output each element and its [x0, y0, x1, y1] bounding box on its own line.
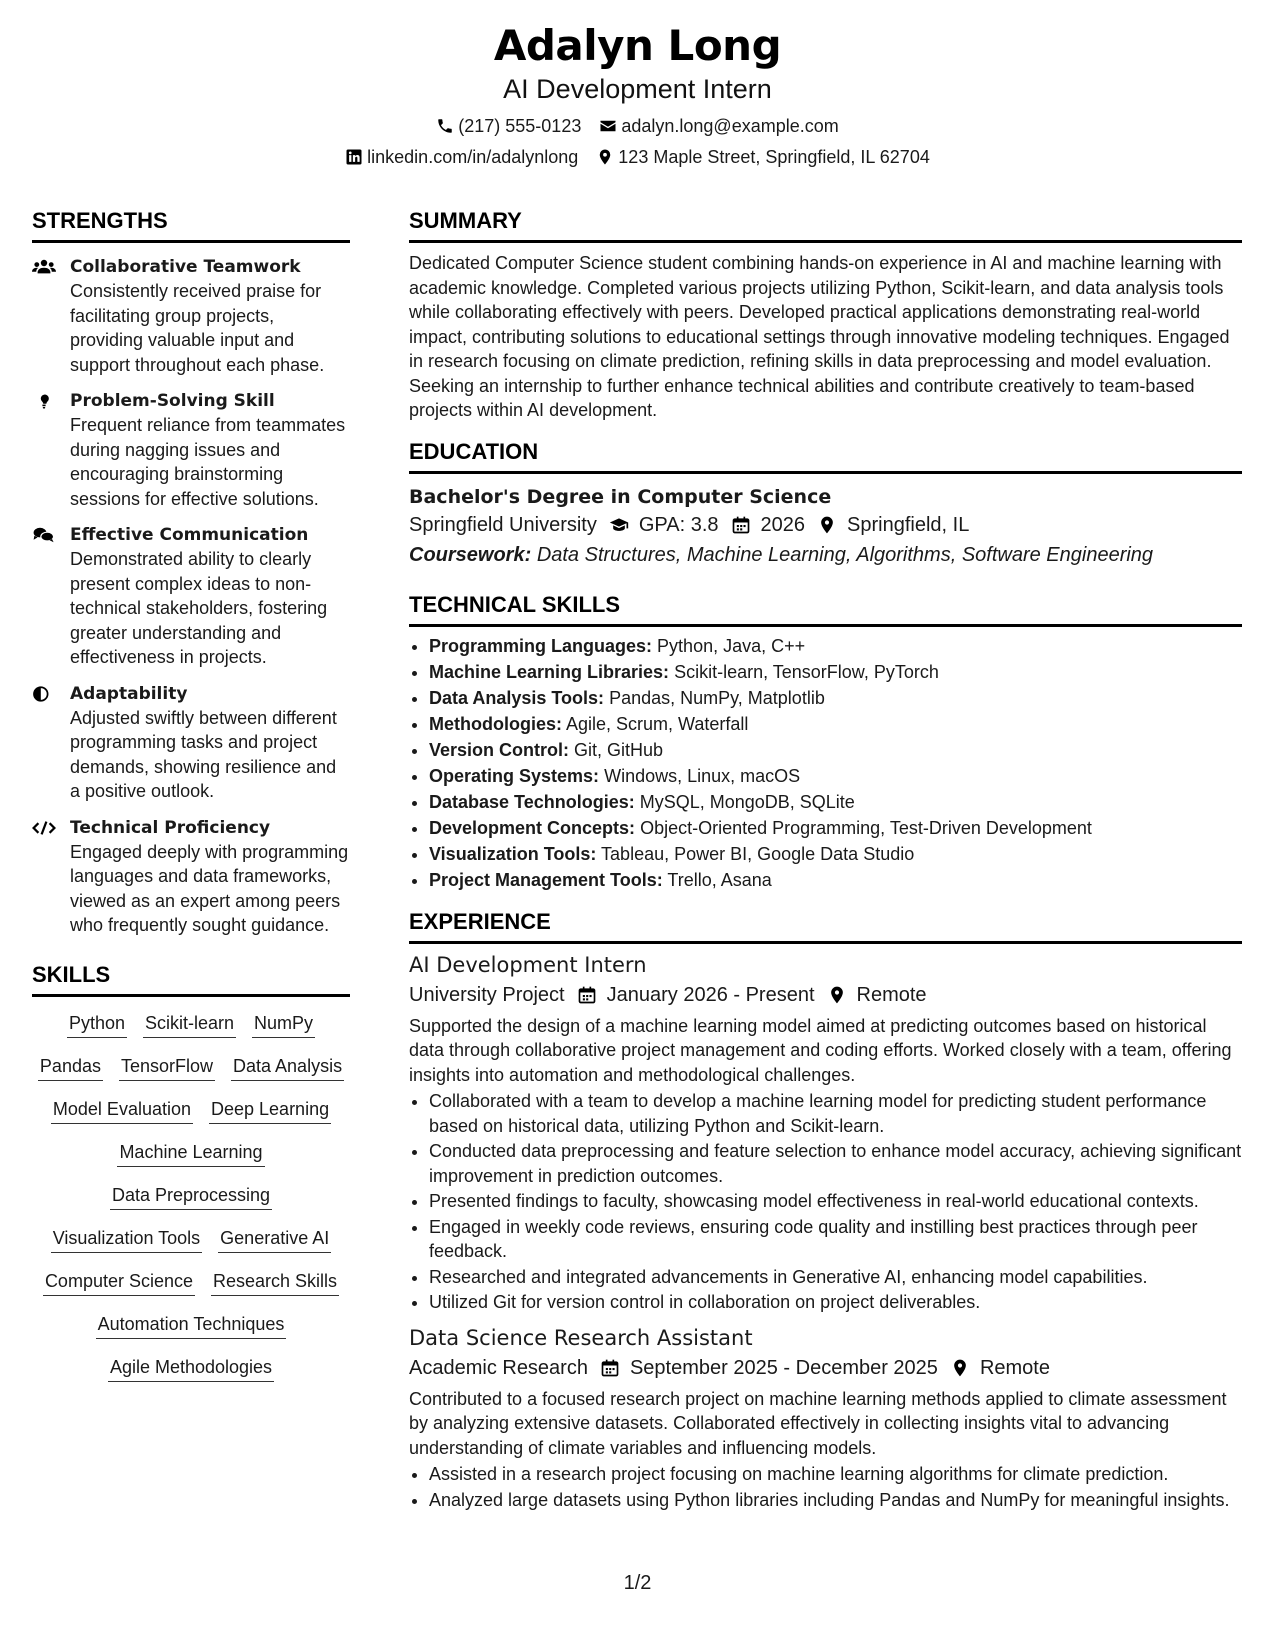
education-meta: [409, 510, 1242, 540]
school-name: Springfield University: [409, 513, 597, 536]
skill-tag: Agile Methodologies: [108, 1355, 274, 1382]
skill-values: Git, GitHub: [574, 739, 664, 760]
list-item: • Conducted data preprocessing and feature selection to enhance model accuracy, achieving significant improvement in prediction outcomes.: [429, 1139, 1242, 1188]
phone-icon: [436, 117, 454, 135]
list-item: • Analyzed large datasets using Python libraries including Pandas and NumPy for meaningful insights.: [429, 1488, 1242, 1513]
skill-category: Version Control:: [429, 739, 570, 760]
strength-desc: Engaged deeply with programming languages and data frameworks, viewed as an expert among peers who frequently sought guidance.: [70, 841, 349, 935]
contact-line-2: [0, 145, 1275, 169]
resume-header: [0, 18, 1275, 169]
job-title: AI Development Intern: [409, 952, 647, 977]
section-divider: [409, 471, 1242, 474]
strength-title: Effective Communication: [70, 525, 309, 545]
strength-desc: Adjusted swiftly between different programming tasks and project demands, showing resilience and a positive outlook.: [70, 707, 337, 801]
skill-tag: Computer Science: [43, 1269, 195, 1296]
candidate-title: AI Development Intern: [503, 74, 772, 104]
page-number: 1/2: [623, 1572, 652, 1594]
skill-tag: Python: [67, 1011, 127, 1038]
map-pin-icon: [950, 1358, 970, 1378]
strength-item: [32, 682, 350, 804]
list-item: [429, 633, 1242, 659]
job-dates: September 2025 - December 2025: [629, 1356, 938, 1379]
strength-desc: Frequent reliance from teammates during nagging issues and encouraging brainstorming sessions for effective solutions.: [70, 415, 346, 509]
list-item: • Presented findings to faculty, showcasing model effectiveness in real-world educational contexts.: [429, 1189, 1242, 1214]
skill-values: Pandas, NumPy, Matplotlib: [609, 687, 825, 708]
skill-values: Tableau, Power BI, Google Data Studio: [601, 843, 915, 864]
job-title: Data Science Research Assistant: [409, 1325, 753, 1350]
section-divider: [409, 624, 1242, 627]
strength-item: [32, 523, 350, 670]
education-heading: EDUCATION: [409, 438, 539, 464]
list-item: • Researched and integrated advancements in Generative AI, enhancing model capabilities.: [429, 1265, 1242, 1290]
job-meta: [409, 980, 1242, 1010]
technical-skills-list: [409, 633, 1242, 893]
strength-desc: Demonstrated ability to clearly present complex ideas to non-technical stakeholders, fostering greater understanding and effectiveness in projects.: [70, 549, 328, 667]
technical-skills-heading: TECHNICAL SKILLS: [409, 591, 621, 617]
skill-category: Project Management Tools:: [429, 869, 663, 890]
job-meta: [409, 1353, 1242, 1383]
email-contact[interactable]: [599, 114, 838, 138]
graduation-year: 2026: [760, 513, 806, 536]
calendar-icon: [600, 1358, 620, 1378]
skill-values: Scikit-learn, TensorFlow, PyTorch: [674, 661, 939, 682]
list-item: [429, 763, 1242, 789]
coursework-list: Data Structures, Machine Learning, Algorithms, Software Engineering: [536, 543, 1154, 566]
list-item: [429, 711, 1242, 737]
strength-title: Problem-Solving Skill: [70, 391, 275, 411]
list-item: • Assisted in a research project focusing on machine learning algorithms for climate prediction.: [429, 1462, 1242, 1487]
skill-category: Data Analysis Tools:: [429, 687, 605, 708]
skill-values: Windows, Linux, macOS: [604, 765, 801, 786]
skill-tag: Machine Learning: [117, 1140, 264, 1167]
right-column: [409, 206, 1242, 1513]
coursework-label: Coursework:: [409, 543, 532, 566]
skill-category: Visualization Tools:: [429, 843, 597, 864]
job-location: Remote: [979, 1356, 1050, 1379]
linkedin-icon: [345, 148, 363, 166]
summary-text: Dedicated Computer Science student combining hands-on experience in AI and machine learning with academic knowledge. Completed various projects utilizing Python, Scikit-learn, and data analysis tools while collaborating effectively with peers. Developed practical applications demonstrating real-world impact, contributing solutions to educational settings through innovative modeling techniques. Engaged in research focusing on climate prediction, refining skills in data preprocessing and model evaluation. Seeking an internship to further enhance technical abilities and contribute creatively to team-based projects within AI development.: [409, 253, 1230, 420]
strength-item: [32, 389, 350, 511]
list-item: • Engaged in weekly code reviews, ensuring code quality and instilling best practices through peer feedback.: [429, 1215, 1242, 1264]
section-divider: [32, 994, 350, 997]
map-pin-icon: [827, 985, 847, 1005]
strength-desc: Consistently received praise for facilitating group projects, providing valuable input and support throughout each phase.: [70, 281, 325, 375]
school-location: Springfield, IL: [847, 513, 970, 536]
graduation-cap-icon: [609, 515, 629, 535]
address-contact: [596, 145, 930, 169]
list-item: [429, 685, 1242, 711]
summary-heading: SUMMARY: [409, 208, 522, 233]
skill-tag: Deep Learning: [209, 1097, 331, 1124]
job-bullets: [409, 1462, 1242, 1512]
envelope-icon: [599, 117, 617, 135]
skill-tag: Data Preprocessing: [110, 1183, 272, 1210]
skill-category: Database Technologies:: [429, 791, 635, 812]
list-item: • Utilized Git for version control in collaboration on project deliverables.: [429, 1290, 1242, 1315]
map-pin-icon: [596, 148, 614, 166]
lightbulb-icon: [32, 391, 56, 411]
skill-category: Development Concepts:: [429, 817, 636, 838]
gpa-text: GPA: 3.8: [638, 513, 719, 536]
strength-item: [32, 816, 350, 938]
calendar-icon: [577, 985, 597, 1005]
degree-title: Bachelor's Degree in Computer Science: [409, 485, 832, 508]
half-circle-icon: [32, 684, 56, 704]
skill-values: MySQL, MongoDB, SQLite: [639, 791, 855, 812]
skill-values: Trello, Asana: [667, 869, 772, 890]
coursework-line: [409, 540, 1242, 570]
email-text[interactable]: adalyn.long@example.com: [621, 116, 839, 136]
list-item: [429, 815, 1242, 841]
section-divider: [409, 240, 1242, 243]
left-column: [32, 206, 350, 1382]
strength-item: [32, 255, 350, 377]
skill-tag: Model Evaluation: [51, 1097, 193, 1124]
skill-tag: Scikit-learn: [143, 1011, 236, 1038]
calendar-icon: [731, 515, 751, 535]
comments-icon: [32, 525, 56, 545]
list-item: • Collaborated with a team to develop a machine learning model for predicting student performance based on historical data, utilizing Python and Scikit-learn.: [429, 1089, 1242, 1138]
map-pin-icon: [817, 515, 837, 535]
job-bullets: [409, 1089, 1242, 1315]
phone-contact: [436, 114, 581, 138]
skill-tag: Generative AI: [218, 1226, 331, 1253]
job-location: Remote: [856, 983, 927, 1006]
section-divider: [409, 941, 1242, 944]
list-item: [429, 841, 1242, 867]
job-org: Academic Research: [409, 1356, 588, 1379]
list-item: [429, 737, 1242, 763]
skill-tag: Research Skills: [211, 1269, 339, 1296]
users-icon: [32, 257, 56, 277]
linkedin-contact[interactable]: [345, 145, 578, 169]
experience-heading: EXPERIENCE: [409, 908, 551, 934]
candidate-name: Adalyn Long: [493, 21, 782, 70]
job-summary: Contributed to a focused research project on machine learning methods applied to climate assessment by analyzing extensive datasets. Collaborated effectively in collecting insights vital to advancing understanding of climate variables and influencing models.: [409, 1388, 1227, 1458]
skill-values: Agile, Scrum, Waterfall: [566, 713, 749, 734]
skills-heading: SKILLS: [32, 961, 111, 987]
strength-title: Adaptability: [70, 683, 188, 704]
phone-text: (217) 555-0123: [458, 116, 582, 136]
section-divider: [32, 240, 350, 243]
list-item: [429, 789, 1242, 815]
skill-category: Methodologies:: [429, 713, 562, 734]
code-icon: [32, 818, 56, 838]
skill-category: Operating Systems:: [429, 765, 600, 786]
skill-tag: TensorFlow: [119, 1054, 215, 1081]
skill-tag: Pandas: [38, 1054, 103, 1081]
job-summary: Supported the design of a machine learning model aimed at predicting outcomes based on historical data through collaborative project management and coding efforts. Worked closely with a team, offering insights into automation and methodological challenges.: [409, 1015, 1232, 1085]
address-text: 123 Maple Street, Springfield, IL 62704: [618, 147, 930, 167]
strength-title: Collaborative Teamwork: [70, 257, 301, 277]
skill-tag: Data Analysis: [231, 1054, 344, 1081]
strength-title: Technical Proficiency: [70, 817, 271, 838]
list-item: [429, 867, 1242, 893]
job-dates: January 2026 - Present: [606, 983, 815, 1006]
skill-tag: NumPy: [252, 1011, 315, 1038]
contact-line-1: [0, 114, 1275, 138]
skills-list: [32, 1011, 350, 1382]
skill-values: Object-Oriented Programming, Test-Driven Development: [640, 817, 1092, 838]
skill-category: Machine Learning Libraries:: [429, 661, 670, 682]
skill-category: Programming Languages:: [429, 635, 653, 656]
job-org: University Project: [409, 983, 565, 1006]
linkedin-text[interactable]: linkedin.com/in/adalynlong: [367, 147, 579, 167]
skill-values: Python, Java, C++: [657, 635, 806, 656]
strengths-heading: STRENGTHS: [32, 208, 168, 233]
skill-tag: Automation Techniques: [96, 1312, 287, 1339]
skill-tag: Visualization Tools: [51, 1226, 202, 1253]
list-item: [429, 659, 1242, 685]
